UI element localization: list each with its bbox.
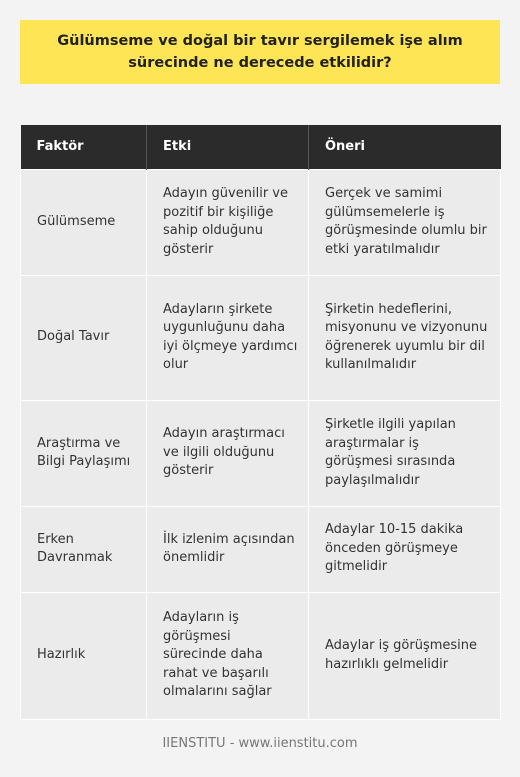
table-header-row — [21, 125, 501, 169]
title-banner — [20, 20, 500, 84]
header-factor: Faktör — [21, 125, 147, 169]
cell-suggestion: Şirketin hedeflerini, misyonunu ve vizyonunu öğrenerek uyumlu bir dil kullanılmalıdır — [309, 275, 501, 400]
cell-factor: Doğal Tavır — [21, 275, 147, 400]
cell-suggestion: Adaylar 10-15 dakika önceden görüşmeye gitmelidir — [309, 506, 501, 592]
footer-credit: IIENSTITU - www.iienstitu.com — [162, 736, 358, 751]
table-row — [21, 275, 501, 400]
cell-factor: Hazırlık — [21, 592, 147, 719]
cell-effect: Adayın güvenilir ve pozitif bir kişiliğe sahip olduğunu gösterir — [147, 169, 309, 275]
table-row — [21, 592, 501, 719]
header-effect: Etki — [147, 125, 309, 169]
cell-suggestion: Gerçek ve samimi gülümsemelerle iş görüşmesinde olumlu bir etki yaratılmalıdır — [309, 169, 501, 275]
cell-suggestion: Adaylar iş görüşmesine hazırlıklı gelmelidir — [309, 592, 501, 719]
cell-factor: Araştırma ve Bilgi Paylaşımı — [21, 400, 147, 506]
cell-effect: Adayların şirkete uygunluğunu daha iyi ölçmeye yardımcı olur — [147, 275, 309, 400]
cell-effect: Adayların iş görüşmesi sürecinde daha rahat ve başarılı olmalarını sağlar — [147, 592, 309, 719]
cell-effect: Adayın araştırmacı ve ilgili olduğunu gösterir — [147, 400, 309, 506]
header-suggestion: Öneri — [309, 125, 501, 169]
cell-effect: İlk izlenim açısından önemlidir — [147, 506, 309, 592]
table-row — [21, 506, 501, 592]
page-title: Gülümseme ve doğal bir tavır sergilemek işe alım sürecinde ne derecede etkilidir? — [57, 33, 463, 71]
cell-suggestion: Şirketle ilgili yapılan araştırmalar iş görüşmesi sırasında paylaşılmalıdır — [309, 400, 501, 506]
cell-factor: Gülümseme — [21, 169, 147, 275]
cell-factor: Erken Davranmak — [21, 506, 147, 592]
factor-table — [20, 125, 501, 720]
table-row — [21, 169, 501, 275]
table-row — [21, 400, 501, 506]
